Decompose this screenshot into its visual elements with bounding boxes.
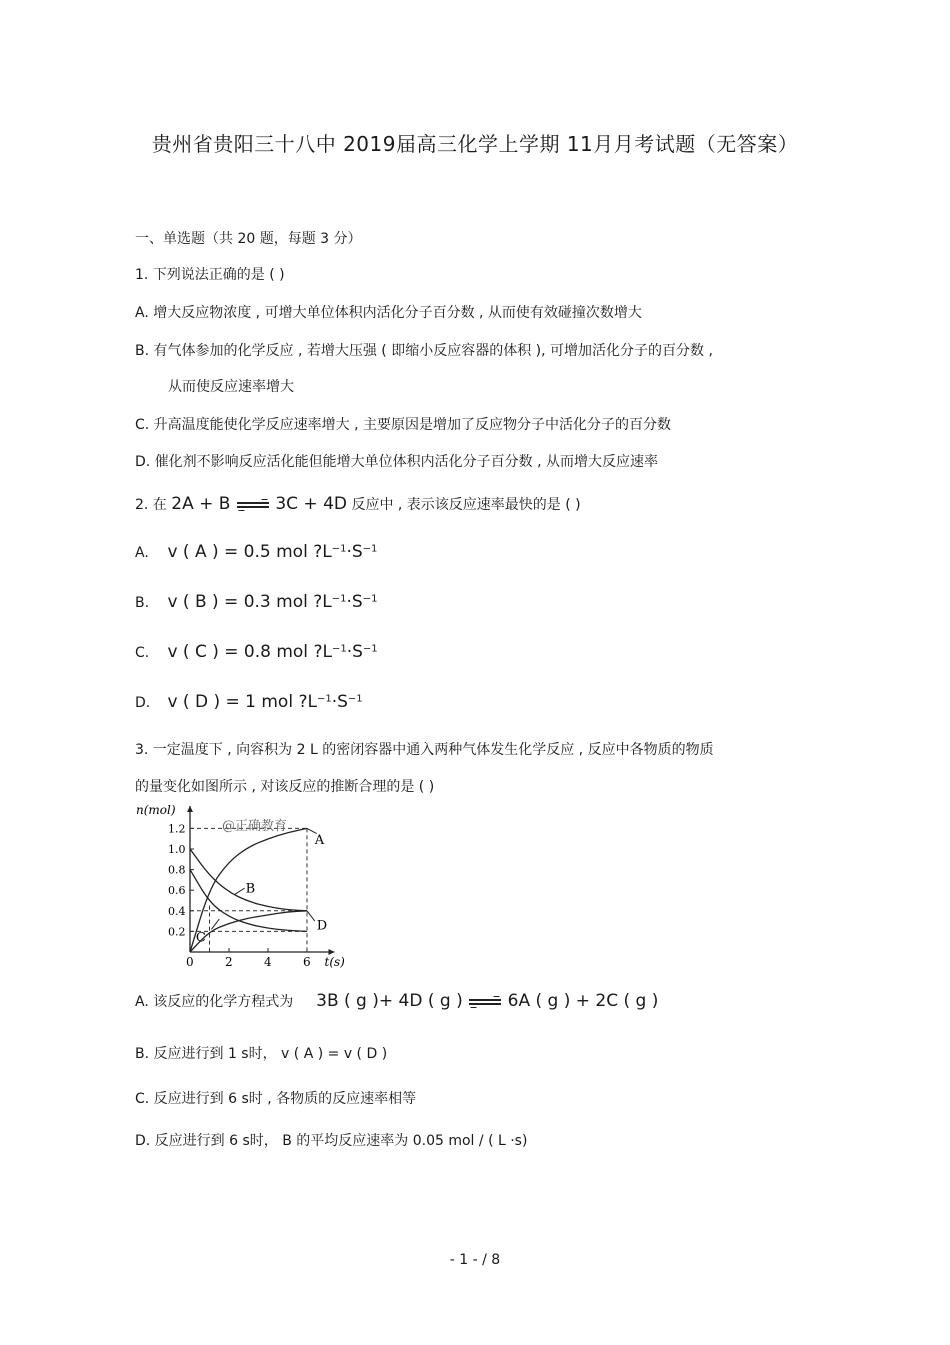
series-label-D: D: [316, 918, 328, 934]
q3-option-d: D. 反应进行到 6 s时， B 的平均反应速率为 0.05 mol / ( L ·s): [135, 1133, 528, 1149]
section-heading: 一、单选题（共 20 题，每题 3 分）: [135, 231, 362, 247]
option-expr: v ( C ) = 0.8 mol ?L: [167, 642, 332, 662]
page-title: 贵州省贵阳三十八中 2019届高三化学上学期 11月月考试题（无答案）: [151, 132, 799, 156]
q2-option-d: [135, 692, 363, 712]
option-expr: v ( B ) = 0.3 mol ?L: [167, 592, 332, 612]
q3-option-a-prefix: A. 该反应的化学方程式为: [135, 994, 294, 1010]
y-tick-label: 1.2: [168, 822, 186, 836]
page-number: - 1 - / 8: [449, 1252, 501, 1268]
q2-lhs: 2A + B: [171, 494, 231, 514]
series-label-A: A: [314, 832, 325, 848]
exponent: −1: [362, 593, 378, 605]
option-unit: ·S: [346, 542, 363, 562]
exponent: −1: [316, 693, 332, 705]
option-unit: ·S: [346, 642, 363, 662]
option-unit: ·S: [346, 592, 363, 612]
x-tick-label: 2: [225, 955, 233, 969]
q1-option-d: D. 催化剂不影响反应活化能但能增大单位体积内活化分子百分数 , 从而增大反应速率: [135, 454, 659, 470]
q1-option-b: B. 有气体参加的化学反应 , 若增大压强 ( 即缩小反应容器的体积 ), 可增加活化分子的百分数 ,: [135, 343, 713, 359]
q3-stem-line2: 的量变化如图所示 , 对该反应的推断合理的是 ( ): [135, 779, 435, 795]
y-tick-label: 0.2: [168, 925, 186, 939]
x-axis-label: t(s): [324, 955, 345, 969]
option-letter: A.: [135, 545, 149, 561]
q3-option-b: B. 反应进行到 1 s时， v ( A ) = v ( D ): [135, 1046, 388, 1062]
q3-option-a-rhs: 6A ( g ) + 2C ( g ): [507, 991, 659, 1011]
equilibrium-arrow-icon: [469, 997, 501, 1007]
y-axis-label: n(mol): [136, 803, 176, 817]
q2-stem: [135, 494, 581, 514]
q1-option-b-continued: 从而使反应速率增大: [168, 379, 294, 395]
q2-option-a: [135, 542, 377, 562]
q2-option-b: [135, 592, 377, 612]
q2-rhs: 3C + 4D: [275, 494, 347, 514]
q2-option-c: [135, 642, 378, 662]
series-label-B: B: [245, 881, 256, 897]
y-tick-label: 0.6: [168, 884, 186, 898]
equilibrium-arrow-icon: [237, 500, 269, 510]
exponent: −1: [362, 543, 378, 555]
watermark: @正确教育: [222, 819, 288, 834]
exponent: −1: [347, 693, 363, 705]
x-tick-label: 6: [303, 955, 311, 969]
y-tick-label: 0.8: [168, 863, 186, 877]
option-letter: C.: [135, 645, 150, 661]
q2-prefix: 2. 在: [135, 497, 172, 513]
exponent: −1: [331, 593, 347, 605]
option-unit: ·S: [331, 692, 348, 712]
series-label-C: C: [195, 930, 206, 946]
y-tick-label: 0.4: [168, 904, 186, 918]
q3-option-c: C. 反应进行到 6 s时 , 各物质的反应速率相等: [135, 1091, 417, 1107]
q1-option-a: A. 增大反应物浓度 , 可增大单位体积内活化分子百分数 , 从而使有效碰撞次数增大: [135, 305, 642, 321]
q1-stem: 1. 下列说法正确的是 ( ): [135, 267, 285, 283]
mole-time-chart: [130, 800, 370, 972]
q2-suffix: 反应中 , 表示该反应速率最快的是 ( ): [347, 497, 581, 513]
q1-option-c: C. 升高温度能使化学反应速率增大 , 主要原因是增加了反应物分子中活化分子的百分数: [135, 417, 672, 433]
option-expr: v ( A ) = 0.5 mol ?L: [167, 542, 332, 562]
label-leader: [307, 911, 315, 921]
exponent: −1: [362, 643, 378, 655]
option-expr: v ( D ) = 1 mol ?L: [167, 692, 317, 712]
x-tick-label: 4: [264, 955, 272, 969]
x-tick-label: 0: [186, 955, 194, 969]
series-line-B: [190, 849, 307, 911]
label-leader: [235, 888, 245, 894]
option-letter: B.: [135, 595, 150, 611]
y-axis-arrow-icon: [187, 806, 193, 812]
q3-option-a-lhs: 3B ( g )+ 4D ( g ): [316, 991, 463, 1011]
y-tick-label: 1.0: [168, 843, 186, 856]
q3-option-a: [135, 991, 658, 1011]
exponent: −1: [331, 643, 347, 655]
q3-stem-line1: 3. 一定温度下 , 向容积为 2 L 的密闭容器中通入两种气体发生化学反应 , 反应中各物质的物质: [135, 742, 714, 758]
exponent: −1: [331, 543, 347, 555]
option-letter: D.: [135, 695, 151, 711]
